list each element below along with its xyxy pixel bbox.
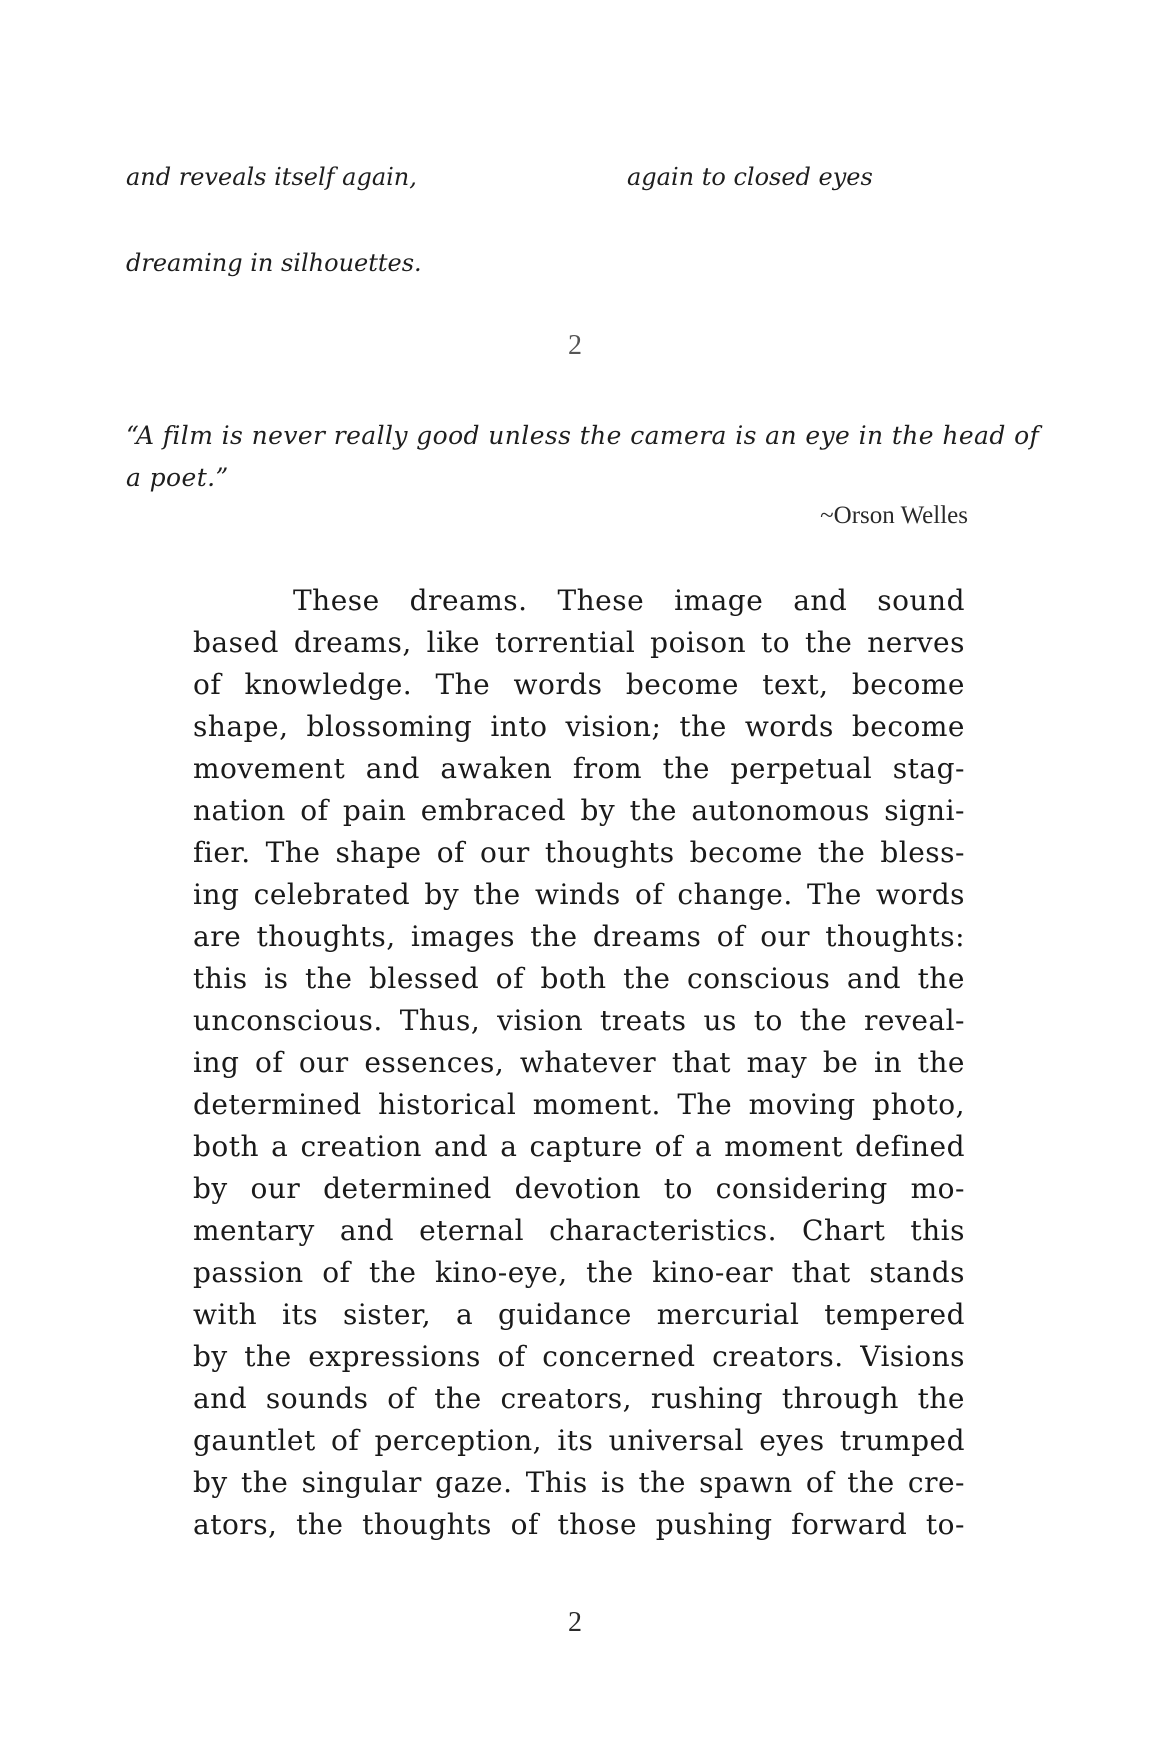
body-line: this is the blessed of both the conscious and the xyxy=(193,962,965,995)
body-line: both a creation and a capture of a moment defined xyxy=(193,1130,965,1163)
body-line: These dreams. These image and sound xyxy=(293,584,965,617)
body-line: by the singular gaze. This is the spawn of the cre- xyxy=(193,1466,965,1499)
poem-line-left: and reveals itself again, xyxy=(126,163,417,191)
body-line: determined historical moment. The moving photo, xyxy=(193,1088,965,1121)
body-line: fier. The shape of our thoughts become the bless- xyxy=(193,836,965,869)
page-number: 2 xyxy=(568,1607,582,1638)
body-line: and sounds of the creators, rushing through the xyxy=(193,1382,965,1415)
body-line: by our determined devotion to considering mo- xyxy=(193,1172,965,1205)
body-line: ing of our essences, whatever that may be in the xyxy=(193,1046,965,1079)
body-line: passion of the kino-eye, the kino-ear that stands xyxy=(193,1256,965,1289)
section-number: 2 xyxy=(568,330,582,361)
body-line: by the expressions of concerned creators. Visions xyxy=(193,1340,965,1373)
epigraph-attribution: ~Orson Welles xyxy=(820,502,968,529)
poem-line-2: dreaming in silhouettes. xyxy=(126,249,422,277)
body-line: based dreams, like torrential poison to the nerves xyxy=(193,626,965,659)
body-paragraph xyxy=(193,580,965,1556)
body-line: unconscious. Thus, vision treats us to the reveal- xyxy=(193,1004,965,1037)
body-line: mentary and eternal characteristics. Chart this xyxy=(193,1214,965,1247)
body-line: nation of pain embraced by the autonomous signi- xyxy=(193,794,965,827)
epigraph-quote: “A film is never really good unless the camera is an eye in the head of a poet.” xyxy=(126,421,1040,492)
body-line: movement and awaken from the perpetual stag- xyxy=(193,752,965,785)
body-line: gauntlet of perception, its universal eyes trumped xyxy=(193,1424,965,1457)
body-line: ators, the thoughts of those pushing forward to- xyxy=(193,1508,965,1541)
body-line: are thoughts, images the dreams of our thoughts: xyxy=(193,920,965,953)
body-line: with its sister, a guidance mercurial tempered xyxy=(193,1298,965,1331)
body-line: of knowledge. The words become text, become xyxy=(193,668,965,701)
poem-line-right: again to closed eyes xyxy=(627,163,873,191)
body-line: shape, blossoming into vision; the words become xyxy=(193,710,965,743)
body-line: ing celebrated by the winds of change. The words xyxy=(193,878,965,911)
